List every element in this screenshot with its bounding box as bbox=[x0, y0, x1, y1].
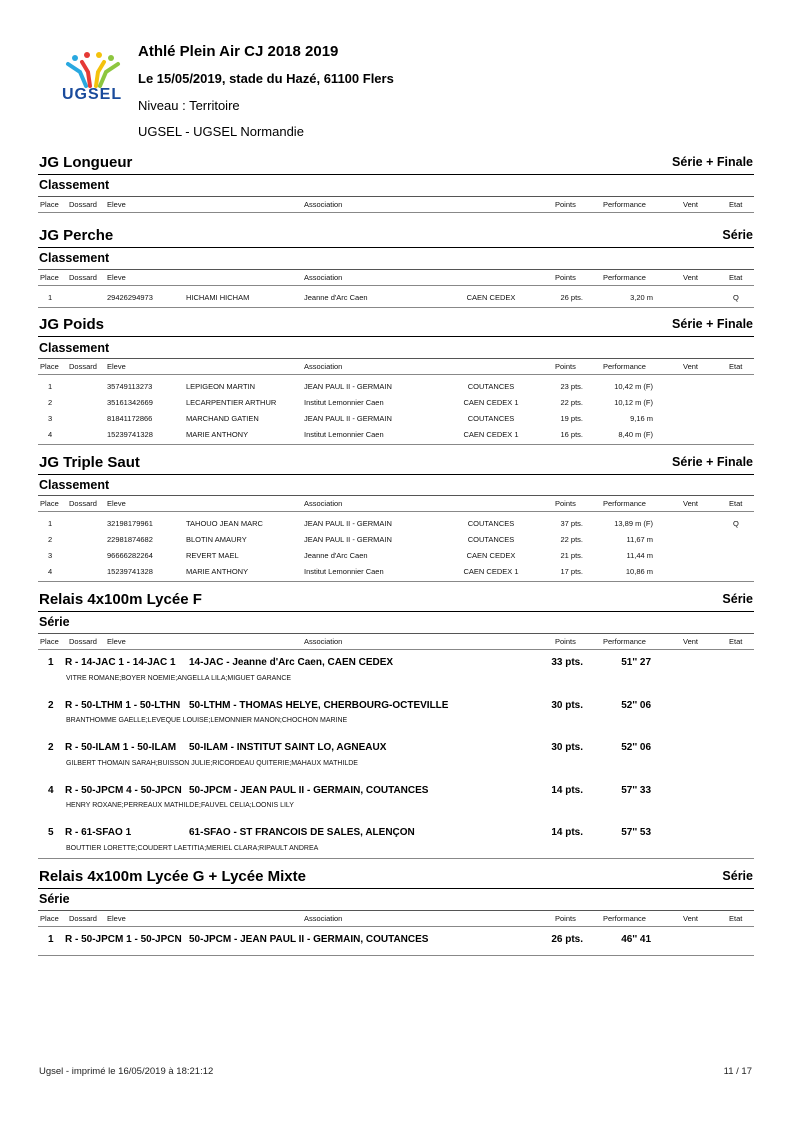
col-association: Association bbox=[304, 273, 343, 282]
row-dossard: 81841172866 bbox=[107, 414, 153, 423]
row-place: 1 bbox=[48, 934, 54, 945]
row-association: Institut Lemonnier Caen bbox=[304, 430, 384, 439]
row-points: 17 pts. bbox=[560, 567, 583, 576]
col-performance: Performance bbox=[603, 914, 646, 923]
row-members: BRANTHOMME GAELLE;LEVEQUE LOUISE;LEMONNIER MANON;CHOCHON MARINE bbox=[66, 717, 348, 724]
row-members: VITRE ROMANE;BOYER NOEMIE;ANGELLA LILA;MIGUET GARANCE bbox=[66, 675, 292, 682]
divider bbox=[38, 633, 754, 634]
row-team: R - 14-JAC 1 - 14-JAC 1 bbox=[65, 657, 176, 668]
col-association: Association bbox=[304, 914, 343, 923]
col-performance: Performance bbox=[603, 200, 646, 209]
row-members: HENRY ROXANE;PERREAUX MATHILDE;FAUVEL CELIA;LOONIS LILY bbox=[66, 802, 294, 809]
row-team: R - 61-SFAO 1 bbox=[65, 827, 132, 838]
col-vent: Vent bbox=[683, 499, 699, 508]
divider bbox=[38, 611, 754, 612]
divider bbox=[38, 581, 754, 582]
col-vent: Vent bbox=[683, 914, 699, 923]
divider bbox=[38, 474, 754, 475]
col-points: Points bbox=[555, 499, 576, 508]
subsection-title: Série bbox=[39, 615, 70, 629]
event-type: Série bbox=[722, 228, 753, 242]
row-place: 3 bbox=[48, 414, 53, 423]
col-place: Place bbox=[40, 362, 59, 371]
date-place: Le 15/05/2019, stade du Hazé, 61100 Flers bbox=[138, 71, 394, 86]
row-points: 19 pts. bbox=[560, 414, 583, 423]
row-team: R - 50-JPCM 1 - 50-JPCN bbox=[65, 934, 182, 945]
row-dossard: 96666282264 bbox=[107, 551, 153, 560]
divider bbox=[38, 307, 754, 308]
row-dossard: 15239741328 bbox=[107, 430, 153, 439]
col-eleve: Eleve bbox=[107, 362, 126, 371]
row-association: JEAN PAUL II - GERMAIN bbox=[304, 535, 392, 544]
row-place: 2 bbox=[48, 535, 53, 544]
row-points: 30 pts. bbox=[551, 742, 583, 753]
divider bbox=[38, 511, 754, 512]
row-points: 30 pts. bbox=[551, 700, 583, 711]
row-eleve: MARIE ANTHONY bbox=[186, 430, 249, 439]
row-ville: CAEN CEDEX bbox=[466, 293, 516, 302]
level: Niveau : Territoire bbox=[138, 98, 240, 113]
divider bbox=[38, 374, 754, 375]
col-etat: Etat bbox=[729, 200, 743, 209]
row-dossard: 22981874682 bbox=[107, 535, 153, 544]
row-association: Jeanne d'Arc Caen bbox=[304, 551, 368, 560]
divider bbox=[38, 955, 754, 956]
col-eleve: Eleve bbox=[107, 637, 126, 646]
divider bbox=[38, 910, 754, 911]
row-place: 5 bbox=[48, 827, 54, 838]
row-eleve: LECARPENTIER ARTHUR bbox=[186, 398, 277, 407]
row-points: 22 pts. bbox=[560, 535, 583, 544]
col-etat: Etat bbox=[729, 362, 743, 371]
row-performance: 10,86 m bbox=[625, 567, 653, 576]
col-points: Points bbox=[555, 362, 576, 371]
divider bbox=[38, 888, 754, 889]
divider bbox=[38, 649, 754, 650]
footer-page-number: 11 / 17 bbox=[723, 1066, 752, 1077]
divider bbox=[38, 926, 754, 927]
row-etat: Q bbox=[733, 293, 739, 302]
row-ville: CAEN CEDEX 1 bbox=[463, 398, 519, 407]
row-performance: 52'' 06 bbox=[621, 742, 651, 753]
row-points: 16 pts. bbox=[560, 430, 583, 439]
subsection-title: Série bbox=[39, 892, 70, 906]
row-association: 61-SFAO - ST FRANCOIS DE SALES, ALENÇON bbox=[189, 827, 415, 838]
col-eleve: Eleve bbox=[107, 273, 126, 282]
col-etat: Etat bbox=[729, 637, 743, 646]
col-place: Place bbox=[40, 273, 59, 282]
event-type: Série bbox=[722, 592, 753, 606]
row-performance: 11,44 m bbox=[626, 551, 653, 560]
event-title: JG Perche bbox=[39, 227, 114, 244]
row-association: JEAN PAUL II - GERMAIN bbox=[304, 519, 392, 528]
row-eleve: BLOTIN AMAURY bbox=[186, 535, 247, 544]
row-performance: 10,12 m (F) bbox=[614, 398, 653, 407]
row-association: JEAN PAUL II - GERMAIN bbox=[304, 414, 392, 423]
ugsel-logo bbox=[60, 50, 126, 106]
organization: UGSEL - UGSEL Normandie bbox=[138, 124, 304, 139]
subsection-title: Classement bbox=[39, 341, 110, 355]
col-dossard: Dossard bbox=[69, 914, 97, 923]
row-points: 22 pts. bbox=[560, 398, 583, 407]
event-type: Série + Finale bbox=[672, 455, 753, 469]
event-type: Série + Finale bbox=[672, 155, 753, 169]
col-eleve: Eleve bbox=[107, 914, 126, 923]
col-etat: Etat bbox=[729, 499, 743, 508]
row-place: 1 bbox=[48, 382, 53, 391]
col-etat: Etat bbox=[729, 273, 743, 282]
col-association: Association bbox=[304, 362, 343, 371]
col-eleve: Eleve bbox=[107, 499, 126, 508]
row-place: 4 bbox=[48, 567, 53, 576]
row-performance: 57'' 33 bbox=[621, 785, 651, 796]
row-performance: 11,67 m bbox=[626, 535, 653, 544]
col-points: Points bbox=[555, 200, 576, 209]
row-place: 2 bbox=[48, 742, 54, 753]
row-place: 2 bbox=[48, 700, 54, 711]
row-association: Institut Lemonnier Caen bbox=[304, 567, 384, 576]
row-performance: 57'' 53 bbox=[621, 827, 651, 838]
col-place: Place bbox=[40, 499, 59, 508]
col-etat: Etat bbox=[729, 914, 743, 923]
row-ville: CAEN CEDEX 1 bbox=[463, 430, 519, 439]
col-place: Place bbox=[40, 914, 59, 923]
row-place: 3 bbox=[48, 551, 53, 560]
col-performance: Performance bbox=[603, 273, 646, 282]
row-association: Institut Lemonnier Caen bbox=[304, 398, 384, 407]
col-dossard: Dossard bbox=[69, 499, 97, 508]
event-type: Série bbox=[722, 869, 753, 883]
row-points: 14 pts. bbox=[551, 785, 583, 796]
event-title: JG Poids bbox=[39, 316, 105, 333]
row-members: GILBERT THOMAIN SARAH;BUISSON JULIE;RICORDEAU QUITERIE;MAHAUX MATHILDE bbox=[66, 760, 358, 767]
row-eleve: REVERT MAEL bbox=[186, 551, 239, 560]
row-team: R - 50-ILAM 1 - 50-ILAM bbox=[65, 742, 177, 753]
divider bbox=[38, 336, 754, 337]
divider bbox=[38, 444, 754, 445]
row-association: 50-ILAM - INSTITUT SAINT LO, AGNEAUX bbox=[189, 742, 387, 753]
col-performance: Performance bbox=[603, 637, 646, 646]
col-points: Points bbox=[555, 637, 576, 646]
subsection-title: Classement bbox=[39, 178, 110, 192]
row-ville: COUTANCES bbox=[467, 535, 515, 544]
row-place: 2 bbox=[48, 398, 53, 407]
row-dossard: 29426294973 bbox=[107, 293, 153, 302]
col-vent: Vent bbox=[683, 273, 699, 282]
row-eleve: LEPIGEON MARTIN bbox=[186, 382, 256, 391]
row-points: 26 pts. bbox=[551, 934, 583, 945]
row-association: JEAN PAUL II - GERMAIN bbox=[304, 382, 392, 391]
col-eleve: Eleve bbox=[107, 200, 126, 209]
row-points: 23 pts. bbox=[560, 382, 583, 391]
row-eleve: HICHAMI HICHAM bbox=[186, 293, 250, 302]
row-performance: 10,42 m (F) bbox=[614, 382, 653, 391]
col-association: Association bbox=[304, 200, 343, 209]
divider bbox=[38, 269, 754, 270]
row-place: 4 bbox=[48, 430, 53, 439]
event-title: Relais 4x100m Lycée G + Lycée Mixte bbox=[39, 868, 306, 885]
event-title: JG Longueur bbox=[39, 154, 133, 171]
row-dossard: 35749113273 bbox=[107, 382, 153, 391]
divider bbox=[38, 174, 754, 175]
row-performance: 8,40 m (F) bbox=[618, 430, 653, 439]
divider bbox=[38, 285, 754, 286]
row-dossard: 35161342669 bbox=[107, 398, 153, 407]
col-performance: Performance bbox=[603, 362, 646, 371]
row-performance: 51'' 27 bbox=[621, 657, 651, 668]
col-points: Points bbox=[555, 273, 576, 282]
row-points: 26 pts. bbox=[560, 293, 583, 302]
col-performance: Performance bbox=[603, 499, 646, 508]
row-place: 1 bbox=[48, 519, 53, 528]
divider bbox=[38, 212, 754, 213]
row-members: BOUTTIER LORETTE;COUDERT LAETITIA;MERIEL CLARA;RIPAULT ANDREA bbox=[66, 845, 319, 852]
row-ville: COUTANCES bbox=[467, 414, 515, 423]
row-performance: 3,20 m bbox=[630, 293, 653, 302]
col-place: Place bbox=[40, 200, 59, 209]
divider bbox=[38, 358, 754, 359]
row-ville: CAEN CEDEX 1 bbox=[463, 567, 519, 576]
row-eleve: MARIE ANTHONY bbox=[186, 567, 249, 576]
row-place: 4 bbox=[48, 785, 54, 796]
divider bbox=[38, 247, 754, 248]
row-points: 37 pts. bbox=[560, 519, 583, 528]
row-points: 14 pts. bbox=[551, 827, 583, 838]
col-association: Association bbox=[304, 499, 343, 508]
row-association: 50-JPCM - JEAN PAUL II - GERMAIN, COUTANCES bbox=[189, 934, 429, 945]
col-association: Association bbox=[304, 637, 343, 646]
row-dossard: 32198179961 bbox=[107, 519, 153, 528]
row-ville: COUTANCES bbox=[467, 519, 515, 528]
row-performance: 13,89 m (F) bbox=[614, 519, 653, 528]
row-association: 14-JAC - Jeanne d'Arc Caen, CAEN CEDEX bbox=[189, 657, 394, 668]
row-eleve: TAHOUO JEAN MARC bbox=[186, 519, 263, 528]
divider bbox=[38, 196, 754, 197]
col-vent: Vent bbox=[683, 200, 699, 209]
row-performance: 52'' 06 bbox=[621, 700, 651, 711]
row-team: R - 50-LTHM 1 - 50-LTHN bbox=[65, 700, 181, 711]
subsection-title: Classement bbox=[39, 251, 110, 265]
row-ville: CAEN CEDEX bbox=[466, 551, 516, 560]
row-performance: 46'' 41 bbox=[621, 934, 651, 945]
divider bbox=[38, 495, 754, 496]
footer-printed: Ugsel - imprimé le 16/05/2019 à 18:21:12 bbox=[39, 1066, 214, 1077]
row-etat: Q bbox=[733, 519, 739, 528]
row-points: 21 pts. bbox=[560, 551, 583, 560]
col-dossard: Dossard bbox=[69, 637, 97, 646]
row-association: 50-LTHM - THOMAS HELYE, CHERBOURG-OCTEVILLE bbox=[189, 700, 449, 711]
document-title: Athlé Plein Air CJ 2018 2019 bbox=[138, 43, 339, 60]
event-title: Relais 4x100m Lycée F bbox=[39, 591, 202, 608]
row-association: Jeanne d'Arc Caen bbox=[304, 293, 368, 302]
row-performance: 9,16 m bbox=[630, 414, 653, 423]
col-points: Points bbox=[555, 914, 576, 923]
col-vent: Vent bbox=[683, 637, 699, 646]
divider bbox=[38, 858, 754, 859]
event-title: JG Triple Saut bbox=[39, 454, 140, 471]
row-ville: COUTANCES bbox=[467, 382, 515, 391]
col-place: Place bbox=[40, 637, 59, 646]
event-type: Série + Finale bbox=[672, 317, 753, 331]
row-dossard: 15239741328 bbox=[107, 567, 153, 576]
row-team: R - 50-JPCM 4 - 50-JPCN bbox=[65, 785, 182, 796]
row-association: 50-JPCM - JEAN PAUL II - GERMAIN, COUTANCES bbox=[189, 785, 429, 796]
row-place: 1 bbox=[48, 293, 53, 302]
row-eleve: MARCHAND GATIEN bbox=[186, 414, 259, 423]
row-place: 1 bbox=[48, 657, 54, 668]
row-points: 33 pts. bbox=[551, 657, 583, 668]
col-dossard: Dossard bbox=[69, 200, 97, 209]
col-dossard: Dossard bbox=[69, 273, 97, 282]
col-dossard: Dossard bbox=[69, 362, 97, 371]
logo-text: UGSEL bbox=[62, 86, 123, 103]
col-vent: Vent bbox=[683, 362, 699, 371]
subsection-title: Classement bbox=[39, 478, 110, 492]
